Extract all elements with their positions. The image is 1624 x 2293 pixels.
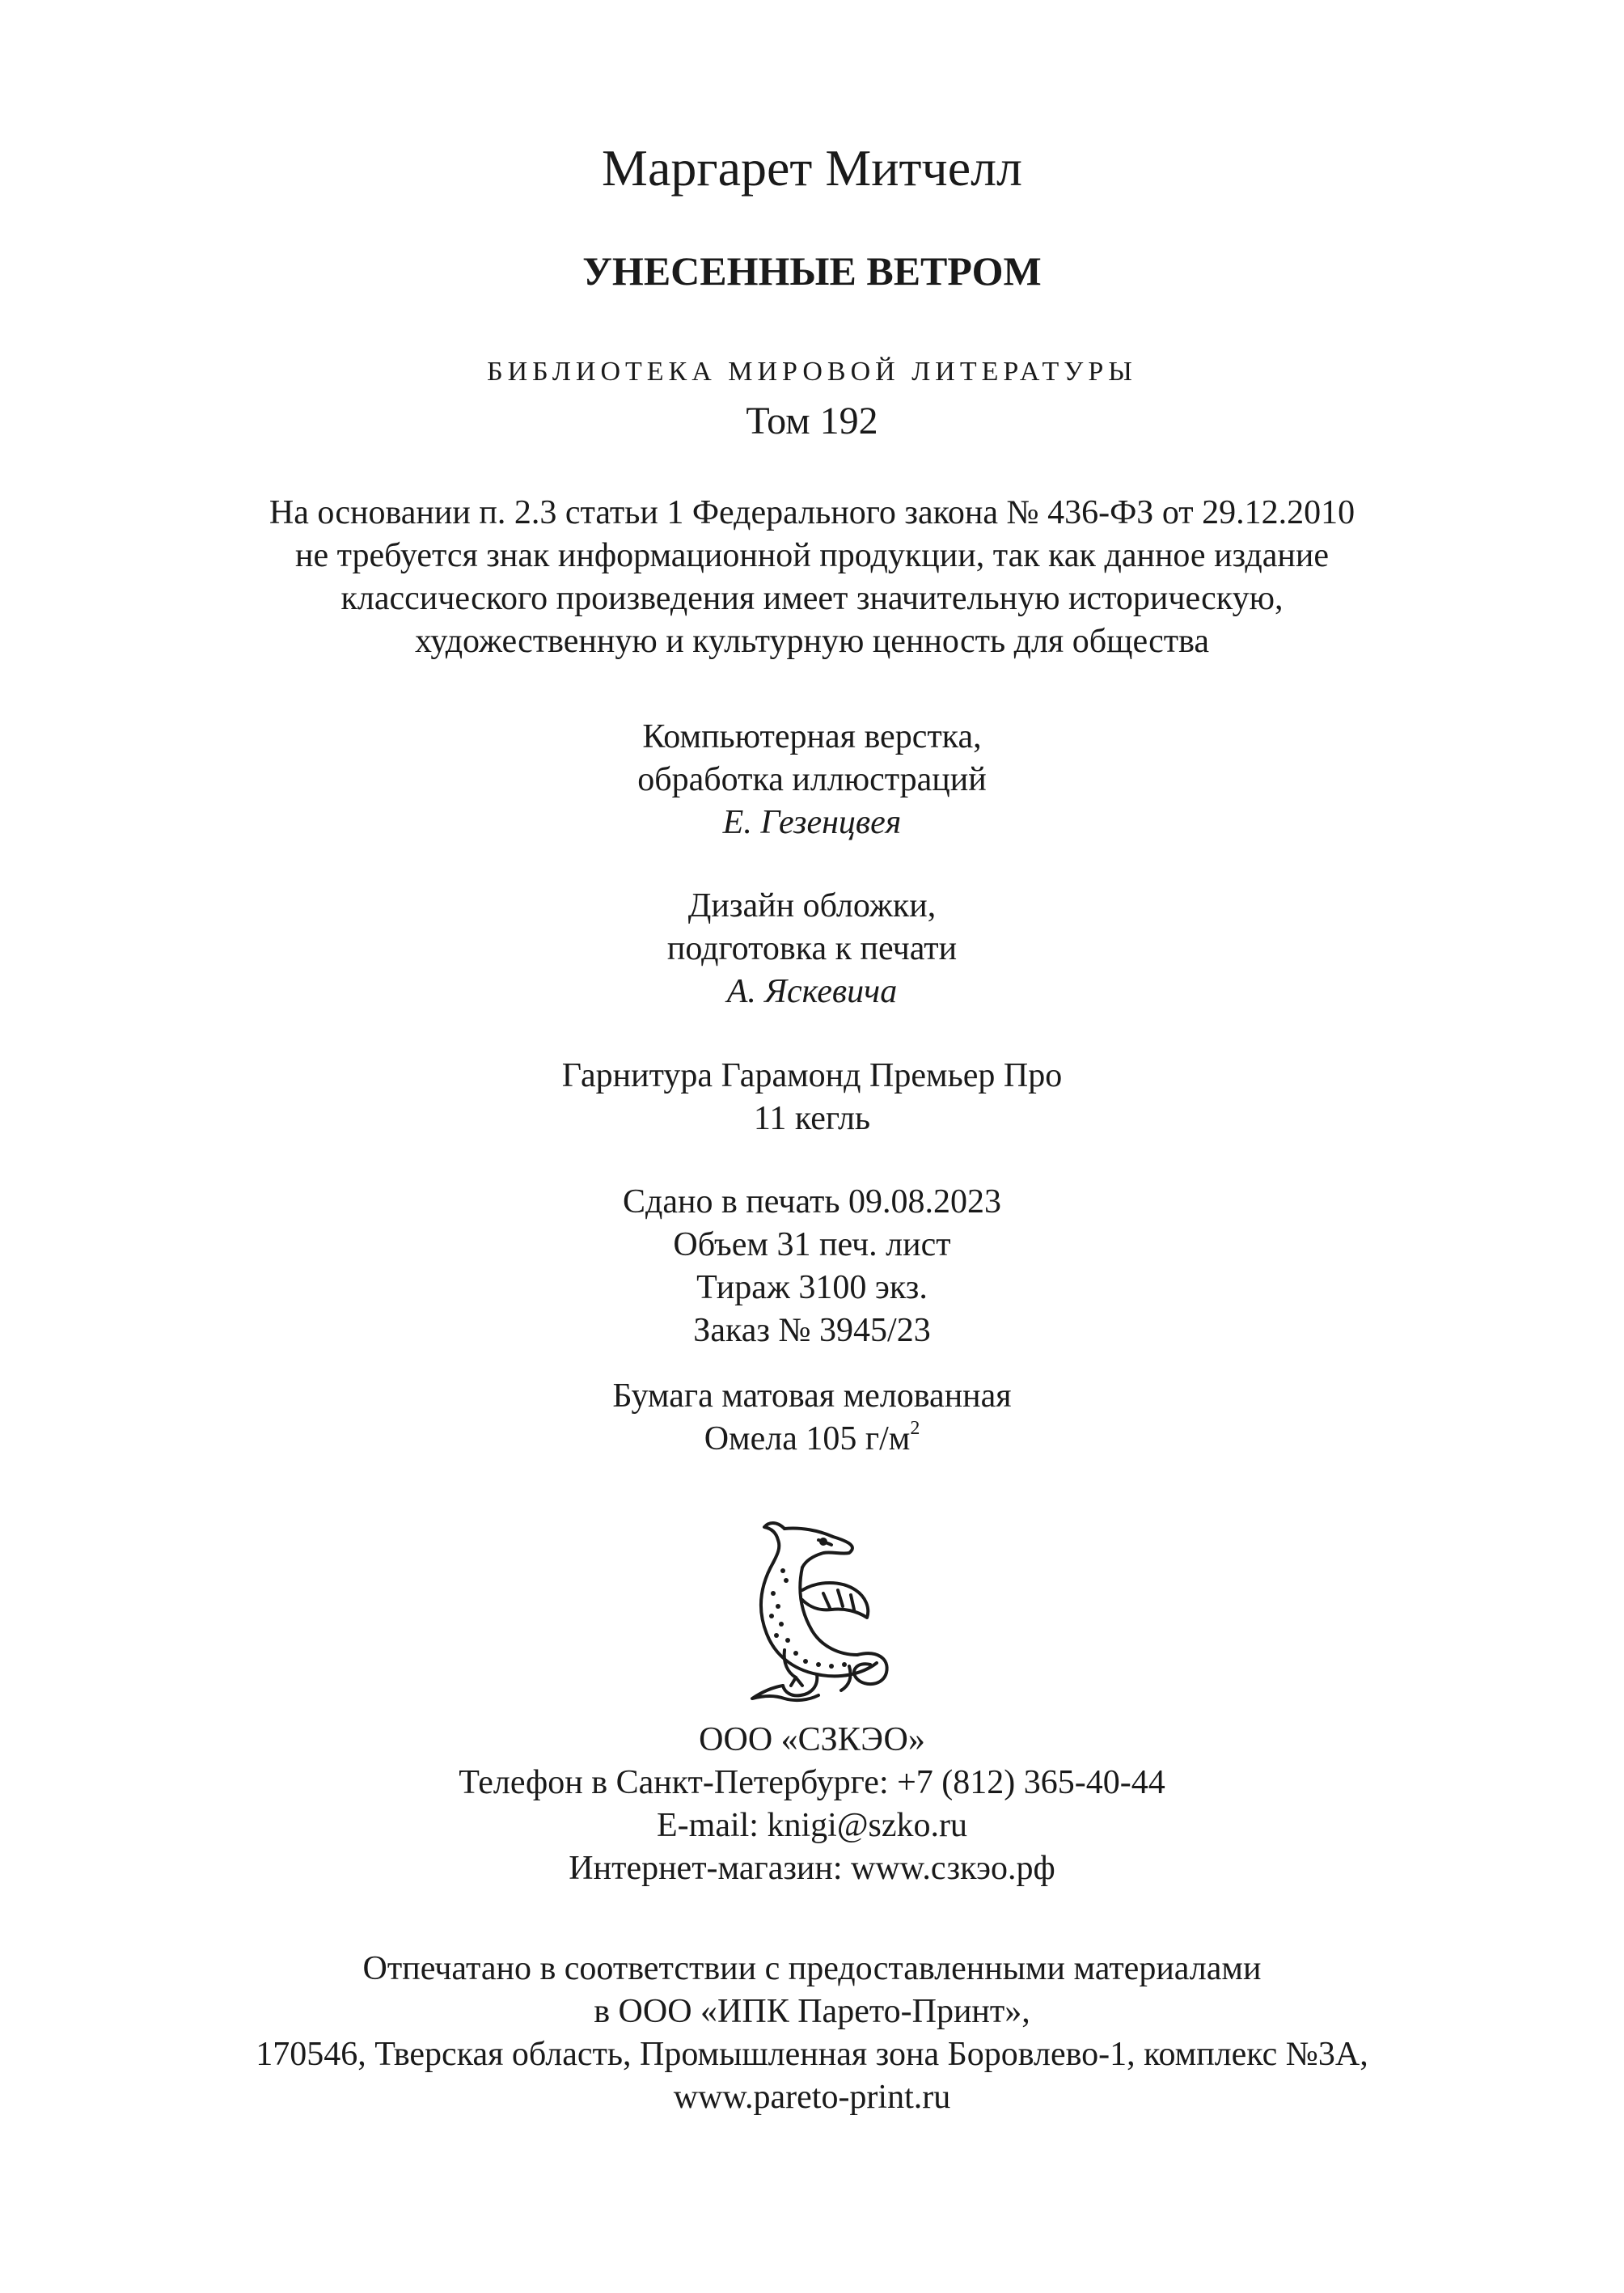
series-name: БИБЛИОТЕКА МИРОВОЙ ЛИТЕРАТУРЫ [487,357,1137,387]
printer-info [0,1948,1624,2119]
paper-type: Бумага матовая мелованная [612,1377,1012,1415]
typeface-line: Гарнитура Гарамонд Премьер Про [561,1057,1063,1094]
paper-density-text: Омела 105 г/м [704,1420,911,1457]
print-info-line: Объем 31 печ. лист [673,1226,951,1263]
cover-credit-role: Дизайн обложки, [687,887,937,924]
layout-credit-role: Компьютерная верстка, [642,718,982,755]
typeface-info [0,1055,1624,1140]
printer-website: www.pareto-print.ru [673,2079,951,2116]
print-info-line: Тираж 3100 экз. [696,1269,928,1306]
print-info-line: Заказ № 3945/23 [693,1312,931,1349]
legal-line: художественную и культурную ценность для общества [414,623,1210,660]
print-info [0,1181,1624,1352]
volume-number: Том 192 [746,400,878,442]
cover-credit-role: подготовка к печати [666,930,958,967]
printer-address: 170546, Тверская область, Промышленная зона Боровлево-1, комплекс №3А, [256,2036,1368,2073]
paper-density [0,1418,1624,1461]
publisher-name: ООО «СЗКЭО» [699,1721,925,1758]
typeface-line: 11 кегль [753,1100,871,1137]
layout-credit [0,716,1624,844]
cover-credit [0,885,1624,1013]
printer-line: Отпечатано в соответствии с предоставленными материалами [362,1950,1262,1987]
print-info-line: Сдано в печать 09.08.2023 [622,1183,1002,1221]
publisher-email: E-mail: knigi@szko.ru [657,1807,967,1844]
legal-line: На основании п. 2.3 статьи 1 Федерального закона № 436-ФЗ от 29.12.2010 [269,494,1355,531]
legal-line: не требуется знак информационной продукции, так как данное издание [294,537,1329,574]
legal-line: классического произведения имеет значительную историческую, [340,580,1284,617]
printer-line: в ООО «ИПК Парето-Принт», [594,1993,1030,2030]
dragon-logo-icon [728,1512,906,1707]
layout-credit-role: обработка иллюстраций [637,761,987,798]
author-name: Маргарет Митчелл [602,139,1022,197]
cover-credit-name: А. Яскевича [726,973,898,1010]
book-title: УНЕСЕННЫЕ ВЕТРОМ [582,248,1042,294]
publisher-shop: Интернет-магазин: www.сзкэо.рф [569,1850,1055,1887]
paper-info [0,1375,1624,1461]
publisher-info [0,1719,1624,1890]
legal-notice [0,492,1624,663]
paper-density-sup: 2 [910,1418,920,1439]
layout-credit-name: Е. Гезенцвея [722,804,902,841]
publisher-phone: Телефон в Санкт-Петербурге: +7 (812) 365-40-44 [459,1764,1165,1801]
